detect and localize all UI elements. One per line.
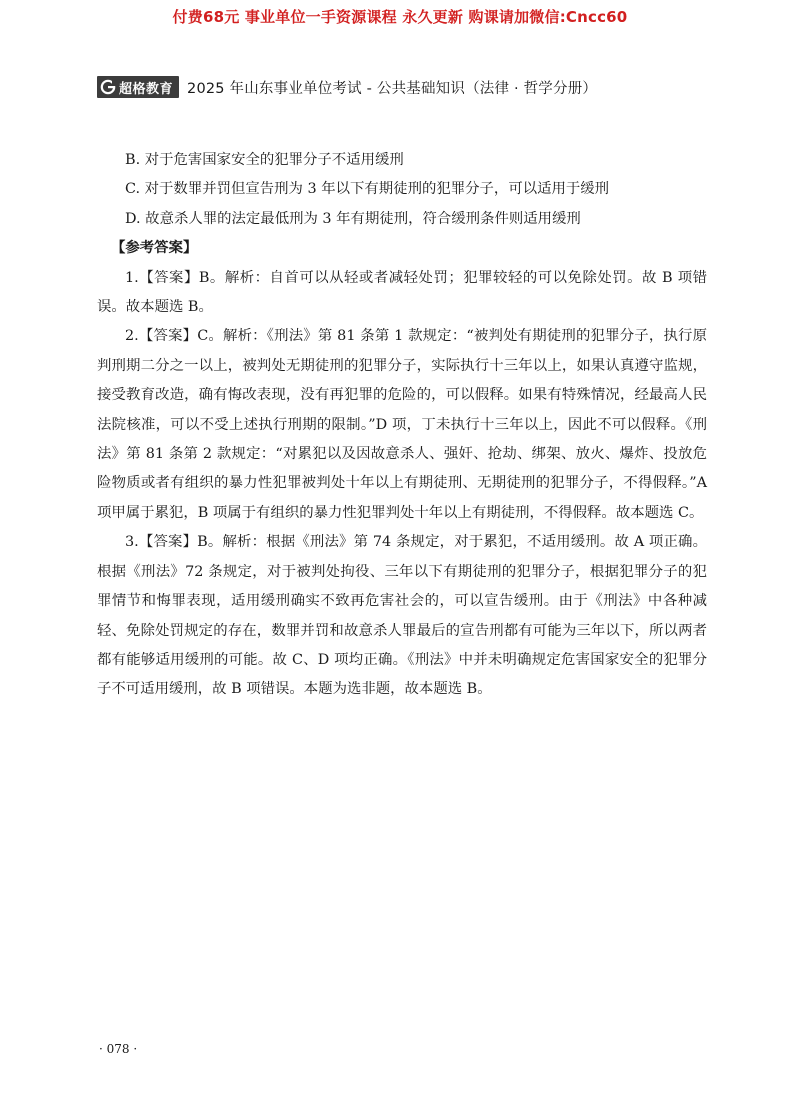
answer-3: 3.【答案】B。解析：根据《刑法》第 74 条规定，对于累犯，不适用缓刑。故 A 项正确。根据《刑法》72 条规定，对于被判处拘役、三年以下有期徒刑的犯罪分子，根据犯罪分子的犯罪情节和悔罪表现，适用缓刑确实不致再危害社会的，可以宣告缓刑。由于《刑法》中各种减轻、免除处罚规定的存在，数罪并罚和故意杀人罪最后的宣告刑都有可能为三年以下，所以两者都有能够适用缓刑的可能。故 C、D 项均正确。《刑法》中并未明确规定危害国家安全的犯罪分子不可适用缓刑，故 B 项错误。本题为选非题，故本题选 B。: [97, 534, 707, 698]
page-content: [97, 146, 707, 705]
option-d: D. 故意杀人罪的法定最低刑为 3 年有期徒刑，符合缓刑条件则适用缓刑: [125, 210, 581, 227]
publisher-logo: [97, 76, 179, 98]
document-title: 2025 年山东事业单位考试 - 公共基础知识（法律 · 哲学分册）: [187, 80, 598, 97]
g-logo-icon: [100, 79, 116, 95]
option-b: B. 对于危害国家安全的犯罪分子不适用缓刑: [125, 152, 404, 168]
answer-2: 2.【答案】C。解析：《刑法》第 81 条第 1 款规定：“被判处有期徒刑的犯罪分子，执行原判刑期二分之一以上，被判处无期徒刑的犯罪分子，实际执行十三年以上，如果认真遵守监规，接受教育改造，确有悔改表现，没有再犯罪的危险的，可以假释。如果有特殊情况，经最高人民法院核准，可以不受上述执行刑期的限制。”D 项，丁未执行十三年以上，因此不可以假释。《刑法》第 81 条第 2 款规定：“对累犯以及因故意杀人、强奸、抢劫、绑架、放火、爆炸、投放危险物质或者有组织的暴力性犯罪被判处十年以上有期徒刑、无期徒刑的犯罪分子，不得假释。”A 项甲属于累犯，B 项属于有组织的暴力性犯罪判处十年以上有期徒刑，不得假释。故本题选 C。: [97, 328, 707, 521]
page-number: · 078 ·: [99, 1042, 138, 1056]
logo-text: 超格教育: [119, 81, 174, 97]
option-c: C. 对于数罪并罚但宣告刑为 3 年以下有期徒刑的犯罪分子，可以适用于缓刑: [125, 181, 610, 198]
top-banner: 付费68元 事业单位一手资源课程 永久更新 购课请加微信:Cncc60: [172, 8, 628, 26]
answer-1: 1.【答案】B。解析：自首可以从轻或者减轻处罚；犯罪较轻的可以免除处罚。故 B 项错误。故本题选 B。: [97, 269, 707, 316]
page-header: [97, 76, 597, 98]
section-title: 【参考答案】: [111, 240, 198, 257]
